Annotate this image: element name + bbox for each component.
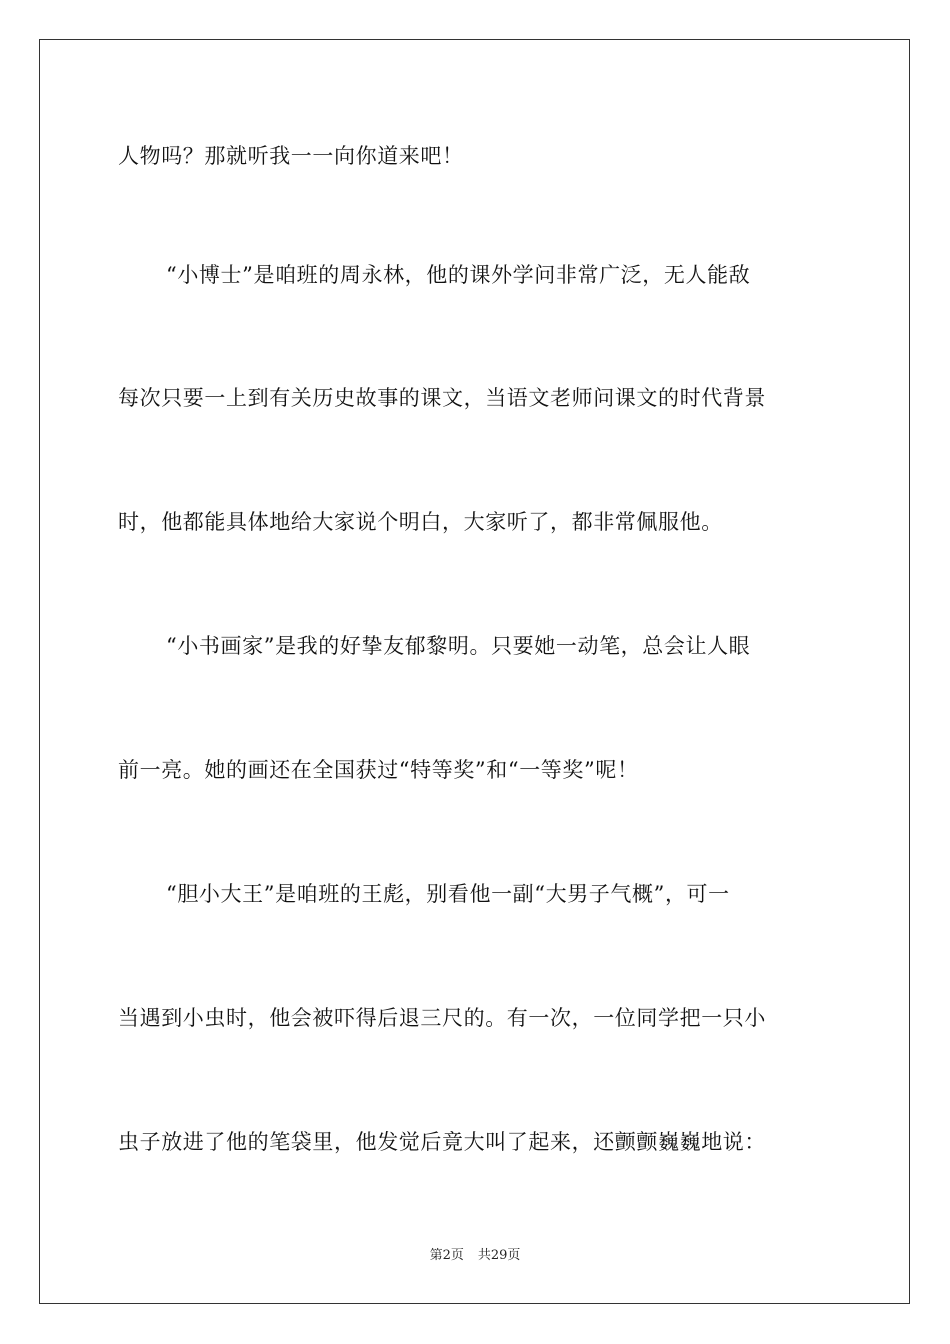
page-frame [39, 39, 910, 1304]
text-line: 当遇到小虫时，他会被吓得后退三尺的。有一次，一位同学把一只小 [118, 1006, 766, 1030]
text-line: 前一亮。她的画还在全国获过“特等奖”和“一等奖”呢！ [118, 758, 639, 782]
page-total: 共29页 [477, 1248, 521, 1263]
page-footer [0, 1247, 950, 1265]
paragraph-first-line: “小博士”是咱班的周永林，他的课外学问非常广泛，无人能敌 [166, 263, 751, 287]
text-line: 虫子放进了他的笔袋里，他发觉后竟大叫了起来，还颤颤巍巍地说： [118, 1130, 766, 1154]
text-line: 人物吗？那就听我一一向你道来吧！ [118, 144, 464, 168]
text-line: 时，他都能具体地给大家说个明白，大家听了，都非常佩服他。 [118, 510, 723, 534]
text-line: 每次只要一上到有关历史故事的课文，当语文老师问课文的时代背景 [118, 386, 766, 410]
paragraph-first-line: “小书画家”是我的好挚友郁黎明。只要她一动笔，总会让人眼 [166, 634, 751, 658]
paragraph-first-line: “胆小大王”是咱班的王彪，别看他一副“大男子气概”，可一 [166, 882, 730, 906]
page-number: 第2页 [429, 1248, 464, 1263]
